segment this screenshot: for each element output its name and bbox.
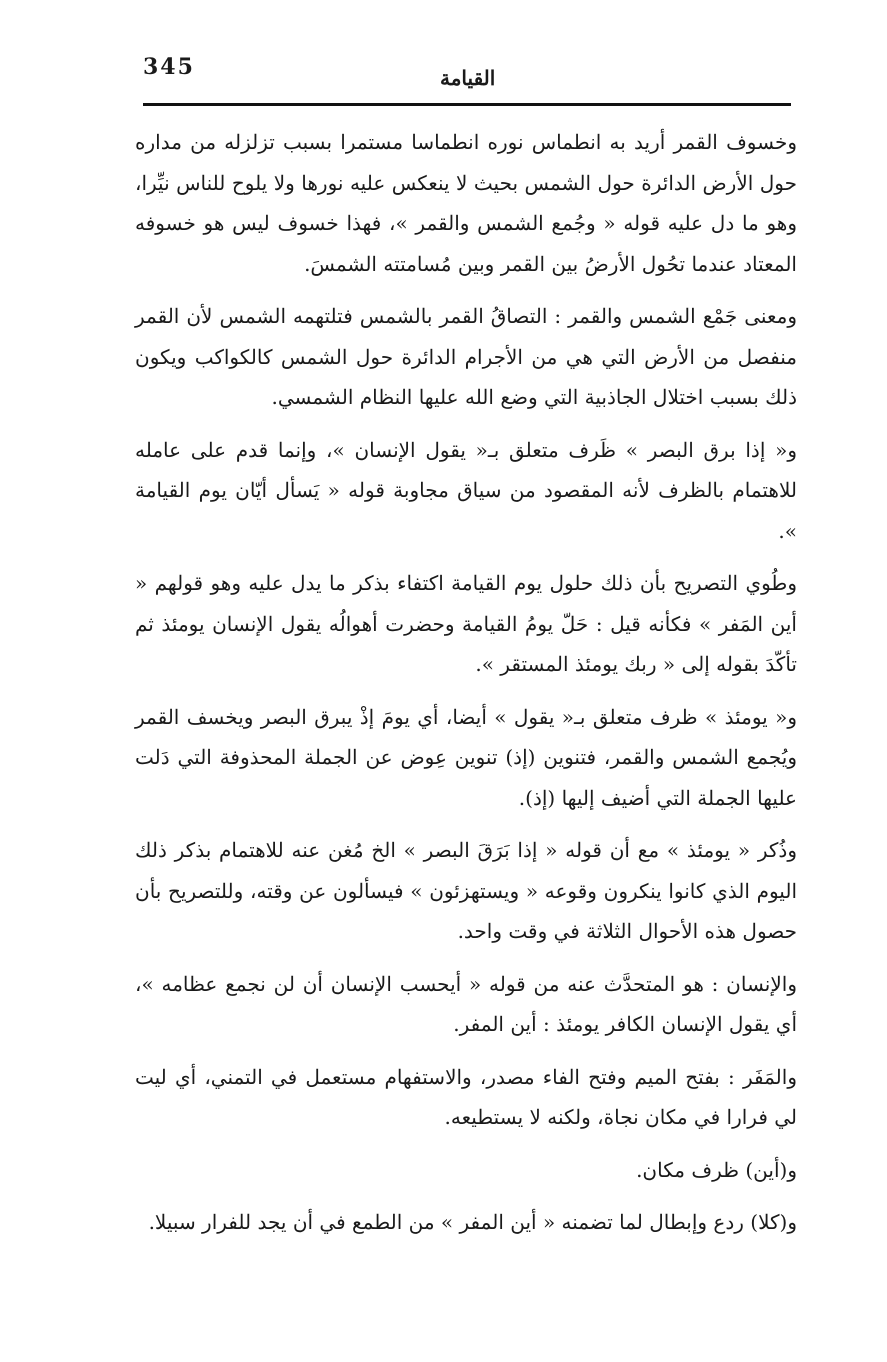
running-title: القيامة	[440, 66, 496, 90]
paragraph: و(أين) ظرف مكان.	[636, 1157, 797, 1182]
paragraph: وذُكر « يومئذ » مع أن قوله « إذا بَرَقَ البصر » الخ مُغن عنه للاهتمام بذكر ذلك اليوم الذي كانوا ينكرون وقوعه « ويستهزئون » فيسألون عن وقته، وللتصريح بأن حصول هذه الأحوال الثلاثة في وقت واحد.	[135, 838, 797, 943]
paragraph: و(كلا) ردع وإبطال لما تضمنه « أين المفر » من الطمع في أن يجد للفرار سبيلا.	[148, 1210, 797, 1234]
paragraph: والإنسان : هو المتحدَّث عنه من قوله « أيحسب الإنسان أن لن نجمع عظامه »، أي يقول الإنسان الكافر يومئذ : أين المفر.	[135, 971, 797, 1036]
paragraph: وطُوي التصريح بأن ذلك حلول يوم القيامة اكتفاء بذكر ما يدل عليه وهو قولهم « أين المَفر » فكأنه قيل : حَلّ يومُ القيامة وحضرت أهوالُه يقول الإنسان يومئذ ثم تأكّدَ بقوله إلى « ربك يومئذ المستقر ».	[135, 571, 797, 676]
paragraph: و« إذا برق البصر » ظَرف متعلق بـ« يقول الإنسان »، وإنما قدم على عامله للاهتمام بالظرف لأنه المقصود من سياق مجاوبة قوله « يَسأل أيّان يوم القيامة ».	[135, 437, 797, 543]
paragraph: و« يومئذ » ظرف متعلق بـ« يقول » أيضا، أي يومَ إذْ يبرق البصر ويخسف القمر ويُجمع الشمس والقمر، فتنوين (إذ) تنوين عِوض عن الجملة المحذوفة التي دَلت عليها الجملة التي أضيف إليها (إذ).	[135, 704, 797, 810]
paragraph: ومعنى جَمْع الشمس والقمر : التصاقُ القمر بالشمس فتلتهمه الشمس لأن القمر منفصل من الأرض التي هي من الأجرام الدائرة حول الشمس كالكواكب ويكون ذلك بسبب اختلال الجاذبية التي وضع الله عليها النظام الشمسي.	[135, 304, 797, 409]
body-text	[135, 122, 797, 1243]
paragraph: وخسوف القمر أريد به انطماس نوره انطماسا مستمرا بسبب تزلزله من مداره حول الأرض الدائرة حول الشمس بحيث لا ينعكس عليه نورها ولا يلوح للناس نيِّرا، وهو ما دل عليه قوله « وجُمع الشمس والقمر »، فهذا خسوف ليس هو خسوفه المعتاد عندما تحُول الأرضُ بين القمر وبين مُسامتته الشمسَ.	[135, 130, 797, 276]
header-rule	[143, 103, 791, 106]
page-number: 345	[143, 54, 195, 80]
paragraph: والمَفَر : بفتح الميم وفتح الفاء مصدر، والاستفهام مستعمل في التمني، أي ليت لي فرارا في مكان نجاة، ولكنه لا يستطيعه.	[135, 1064, 797, 1129]
